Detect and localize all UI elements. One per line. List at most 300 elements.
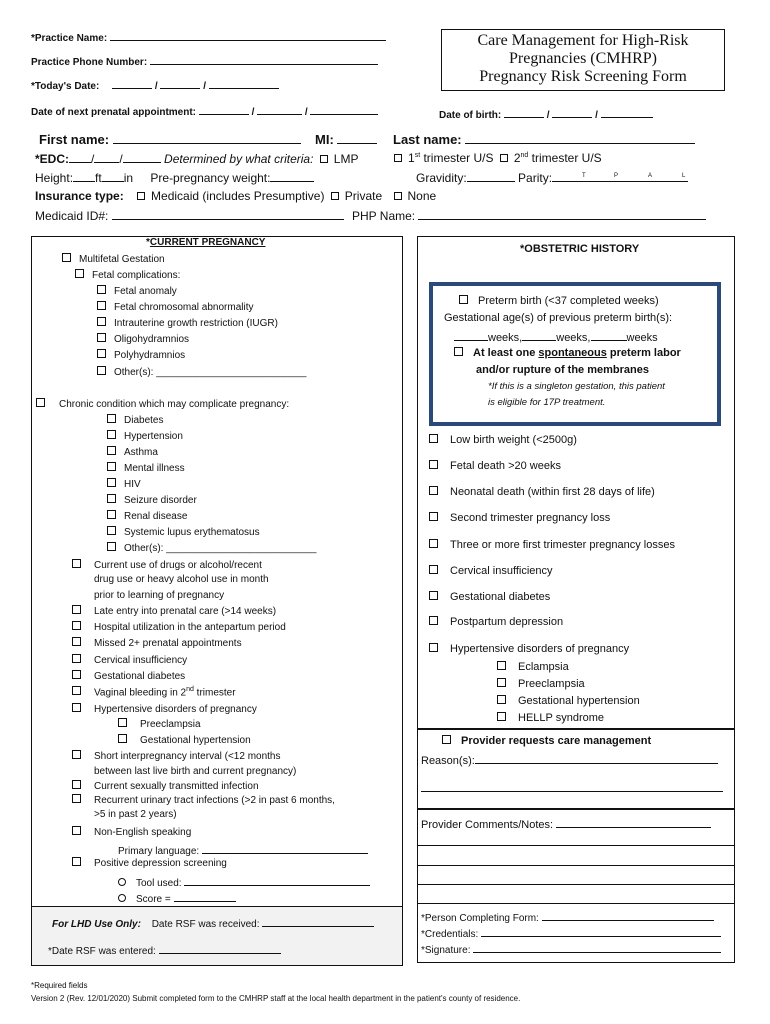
- medicaid-checkbox[interactable]: [137, 192, 145, 200]
- fetal-item-label: Oligohydramnios: [114, 334, 190, 345]
- first-name-field[interactable]: [113, 132, 301, 144]
- checkbox[interactable]: [97, 317, 106, 326]
- checkbox[interactable]: [97, 349, 106, 358]
- checkbox[interactable]: [72, 826, 81, 835]
- ob-htn-sub-label: Preeclampsia: [518, 678, 585, 690]
- fetal-comp-item[interactable]: [75, 269, 180, 281]
- checkbox[interactable]: [72, 637, 81, 646]
- ob-item[interactable]: [429, 539, 675, 551]
- checkbox[interactable]: [107, 478, 116, 487]
- us1-label: trimester U/S: [420, 151, 494, 165]
- ob-htn-sub[interactable]: [497, 695, 640, 707]
- person-row: [421, 909, 714, 924]
- checkbox[interactable]: [72, 686, 81, 695]
- us2-num: 2: [513, 151, 521, 165]
- checkbox[interactable]: [75, 269, 84, 278]
- none-checkbox[interactable]: [394, 192, 402, 200]
- rsf-entered-field[interactable]: [159, 942, 281, 954]
- htn-sub-item[interactable]: [118, 734, 251, 746]
- gest-weeks-field-3[interactable]: [591, 329, 627, 341]
- checkbox[interactable]: [107, 542, 116, 551]
- uti-line2: >5 in past 2 years): [94, 809, 177, 820]
- fetal-item-label: Fetal chromosomal abnormality: [114, 302, 254, 313]
- chronic-sub-item[interactable]: [107, 478, 141, 490]
- ob-item-label: Gestational diabetes: [450, 591, 551, 603]
- fetal-item[interactable]: [97, 317, 278, 329]
- date-separator: /: [251, 107, 255, 118]
- checkbox[interactable]: [107, 446, 116, 455]
- drugs-line2: drug use or heavy alcohol use in month: [94, 574, 269, 585]
- us2-checkbox[interactable]: [500, 154, 508, 162]
- bleeding-label: Vaginal bleeding in 2: [94, 687, 187, 699]
- ob-htn-sub-label: HELLP syndrome: [518, 712, 605, 724]
- us1-sup: st: [414, 152, 421, 159]
- uti-item[interactable]: [72, 794, 335, 806]
- mi-field[interactable]: [337, 132, 377, 144]
- gdm-label: Gestational diabetes: [94, 671, 186, 682]
- fetal-item-label: Polyhydramnios: [114, 350, 186, 361]
- checkbox[interactable]: [442, 735, 451, 744]
- chronic-sub-label: Asthma: [124, 447, 158, 458]
- checkbox[interactable]: [72, 621, 81, 630]
- us-criteria-row: [394, 151, 602, 165]
- date-separator: /: [91, 152, 95, 166]
- gravidity-field[interactable]: [467, 170, 515, 182]
- comments-line[interactable]: [417, 884, 734, 885]
- ob-item-label: Fetal death >20 weeks: [450, 460, 561, 472]
- rsf-entered-label: *Date RSF was entered:: [48, 946, 156, 957]
- comments-line[interactable]: [417, 903, 734, 904]
- practice-phone-row: [31, 53, 378, 68]
- checkbox[interactable]: [107, 494, 116, 503]
- radio-bullet: [118, 894, 126, 902]
- practice-name-row: [31, 29, 386, 44]
- ob-htn-sub[interactable]: [497, 661, 569, 673]
- date-separator: /: [304, 107, 308, 118]
- depression-item[interactable]: [72, 857, 227, 869]
- checkbox[interactable]: [72, 780, 81, 789]
- chronic-item[interactable]: [36, 398, 289, 410]
- checkbox[interactable]: [497, 678, 506, 687]
- todays-date-row: [31, 77, 279, 92]
- htn-sub-label: Gestational hypertension: [140, 735, 251, 746]
- date-separator: /: [154, 81, 158, 92]
- next-appt-month-field[interactable]: [199, 103, 249, 115]
- bleeding-sup: nd: [186, 686, 194, 693]
- non-english-label: Non-English speaking: [94, 827, 192, 838]
- reasons-line-2[interactable]: [421, 791, 723, 792]
- short-label-1: Short interpregnancy interval (<12 months: [94, 751, 281, 762]
- medicaid-id-row: [35, 208, 344, 223]
- chronic-sub-label: Mental illness: [124, 463, 185, 474]
- uti-label-1: Recurrent urinary tract infections (>2 in past 6 months,: [94, 795, 335, 806]
- ob-item-label: Neonatal death (within first 28 days of life): [450, 486, 655, 498]
- heading-star: *: [146, 237, 150, 248]
- checkbox[interactable]: [107, 510, 116, 519]
- next-appt-row: [31, 103, 378, 118]
- edc-month-field[interactable]: [69, 151, 91, 163]
- fetal-item-label: Other(s): ___________________________: [114, 367, 307, 378]
- required-note: *Required fields: [31, 981, 88, 990]
- next-appt-label: Date of next prenatal appointment:: [31, 107, 197, 118]
- ob-item[interactable]: [429, 591, 550, 603]
- reasons-row: [421, 752, 718, 767]
- note-line1: *If this is a singleton gestation, this patient: [488, 381, 665, 392]
- credentials-label: *Credentials:: [421, 929, 479, 940]
- ob-item[interactable]: [429, 434, 577, 446]
- sti-item[interactable]: [72, 780, 259, 792]
- parity-field[interactable]: [552, 170, 688, 182]
- gest-weeks-field-2[interactable]: [522, 329, 556, 341]
- gest-weeks-field-1[interactable]: [454, 329, 488, 341]
- form-title-line1: Care Management for High-Risk: [477, 32, 689, 49]
- us1-num: 1: [408, 151, 415, 165]
- mi-label: MI:: [315, 132, 334, 147]
- grav-parity-row: [416, 170, 688, 185]
- dob-year-field[interactable]: [601, 106, 653, 118]
- form-title-box: [441, 29, 725, 91]
- chronic-sub-item[interactable]: [107, 542, 316, 554]
- checkbox[interactable]: [429, 539, 438, 548]
- height-label: Height:: [35, 171, 74, 185]
- practice-name-label: *Practice Name:: [31, 33, 108, 44]
- cervical-item[interactable]: [72, 654, 187, 666]
- chronic-sub-label: Diabetes: [124, 415, 164, 426]
- primary-language-label: Primary language:: [118, 846, 200, 857]
- ob-item-label: Cervical insufficiency: [450, 565, 553, 577]
- checkbox[interactable]: [497, 695, 506, 704]
- short-interval-item[interactable]: [72, 750, 281, 762]
- chronic-sub-item[interactable]: [107, 462, 185, 474]
- htn-label: Hypertensive disorders of pregnancy: [94, 704, 257, 715]
- checkbox[interactable]: [118, 734, 127, 743]
- todays-date-month-field[interactable]: [112, 77, 152, 89]
- checkbox[interactable]: [36, 398, 45, 407]
- chronic-sub-label: HIV: [124, 479, 141, 490]
- fetal-item[interactable]: [97, 349, 185, 361]
- fetal-item-label: Intrauterine growth restriction (IUGR): [114, 318, 278, 329]
- dob-row: [439, 106, 653, 121]
- insurance-row: [35, 189, 436, 203]
- rsf-received-label: Date RSF was received:: [151, 919, 260, 930]
- radio-bullet: [118, 878, 126, 886]
- bleeding-item[interactable]: [72, 686, 236, 698]
- checkbox[interactable]: [72, 857, 81, 866]
- edc-day-field[interactable]: [94, 151, 119, 163]
- primary-language-row: [118, 842, 368, 857]
- score-field[interactable]: [174, 890, 236, 902]
- signature-row: [421, 941, 721, 956]
- checkbox[interactable]: [107, 414, 116, 423]
- chronic-sub-item[interactable]: [107, 510, 187, 522]
- provider-requests-label: Provider requests care management: [461, 735, 652, 747]
- spont-underlined: spontaneous: [538, 347, 607, 359]
- ob-item-label: Postpartum depression: [450, 616, 564, 628]
- checkbox[interactable]: [72, 750, 81, 759]
- late-entry-item[interactable]: [72, 605, 276, 617]
- dob-day-field[interactable]: [552, 106, 592, 118]
- checkbox[interactable]: [72, 670, 81, 679]
- date-separator: /: [203, 81, 207, 92]
- checkbox[interactable]: [62, 253, 71, 262]
- drugs-item[interactable]: [72, 558, 262, 574]
- todays-date-day-field[interactable]: [160, 77, 200, 89]
- none-label: None: [407, 189, 437, 203]
- short-line2: between last live birth and current pregnancy): [94, 766, 297, 777]
- depression-label: Positive depression screening: [94, 858, 227, 869]
- first-name-label: First name:: [39, 132, 110, 147]
- hospital-label: Hospital utilization in the antepartum period: [94, 622, 286, 633]
- signature-field[interactable]: [473, 941, 721, 953]
- parity-label: Parity:: [518, 171, 553, 185]
- lhd-entered-row: [48, 942, 281, 957]
- ob-htn-sub-label: Gestational hypertension: [518, 695, 640, 707]
- last-name-field[interactable]: [465, 132, 695, 144]
- edc-year-field[interactable]: [123, 151, 161, 163]
- checkbox[interactable]: [72, 794, 81, 803]
- checkbox[interactable]: [107, 430, 116, 439]
- tool-used-label: Tool used:: [136, 878, 182, 889]
- checkbox[interactable]: [97, 301, 106, 310]
- fetal-item[interactable]: [97, 366, 306, 378]
- practice-phone-label: Practice Phone Number:: [31, 57, 148, 68]
- rsf-received-field[interactable]: [262, 915, 374, 927]
- height-ft-field[interactable]: [73, 170, 95, 182]
- practice-name-field[interactable]: [110, 29, 386, 41]
- weeks-label: weeks: [626, 332, 658, 344]
- chronic-sub-item[interactable]: [107, 430, 183, 442]
- heading-text: CURRENT PREGNANCY: [149, 237, 266, 248]
- chronic-sub-item[interactable]: [107, 494, 197, 506]
- htn-sub-label: Preeclampsia: [140, 719, 201, 730]
- rupture-label: and/or rupture of the membranes: [476, 364, 649, 376]
- ft-label: ft: [95, 171, 102, 185]
- checkbox[interactable]: [429, 486, 438, 495]
- credentials-row: [421, 925, 721, 940]
- checkbox[interactable]: [429, 591, 438, 600]
- htn-sub-item[interactable]: [118, 718, 201, 730]
- hospital-item[interactable]: [72, 621, 286, 633]
- private-checkbox[interactable]: [331, 192, 339, 200]
- chronic-sub-item[interactable]: [107, 446, 158, 458]
- ob-htn-sub[interactable]: [497, 712, 604, 724]
- chronic-sub-label: Seizure disorder: [124, 495, 197, 506]
- parity-a-label: A: [648, 173, 653, 179]
- medicaid-label: Medicaid (includes Presumptive): [151, 189, 325, 203]
- version-note: Version 2 (Rev. 12/01/2020) Submit completed form to the CMHRP staff at the local health department in the patient's county of residence.: [31, 994, 521, 1003]
- lmp-checkbox[interactable]: [320, 155, 328, 163]
- checkbox[interactable]: [97, 333, 106, 342]
- spontaneous-item[interactable]: [454, 347, 681, 359]
- preterm-item[interactable]: [459, 295, 659, 307]
- spont-post: preterm labor: [606, 347, 681, 359]
- checkbox[interactable]: [459, 295, 468, 304]
- mi-row: [315, 132, 377, 147]
- reasons-label: Reason(s):: [421, 755, 475, 767]
- date-separator: /: [595, 110, 598, 121]
- checkbox[interactable]: [429, 565, 438, 574]
- height-in-field[interactable]: [102, 170, 124, 182]
- checkbox[interactable]: [429, 512, 438, 521]
- gest-ages-label: Gestational age(s) of previous preterm birth(s):: [444, 312, 673, 324]
- ob-item[interactable]: [429, 486, 655, 498]
- non-english-item[interactable]: [72, 826, 191, 838]
- ob-htn-sub-label: Eclampsia: [518, 661, 569, 673]
- chronic-sub-label: Renal disease: [124, 511, 188, 522]
- score-row: [118, 890, 236, 905]
- private-label: Private: [344, 189, 383, 203]
- date-separator: /: [119, 152, 123, 166]
- ob-item-label: Low birth weight (<2500g): [450, 434, 577, 446]
- lmp-label: LMP: [333, 152, 359, 166]
- fetal-comp-label: Fetal complications:: [92, 270, 181, 281]
- parity-p-label: P: [614, 173, 619, 179]
- prepreg-weight-field[interactable]: [270, 170, 314, 182]
- in-label: in: [123, 171, 134, 185]
- chronic-sub-item[interactable]: [107, 414, 163, 426]
- fetal-item[interactable]: [97, 301, 254, 313]
- height-weight-row: [35, 170, 314, 185]
- form-title-line3: Pregnancy Risk Screening Form: [479, 68, 687, 85]
- note-line2: is eligible for 17P treatment.: [488, 397, 606, 408]
- person-field[interactable]: [542, 909, 714, 921]
- parity-l-label: L: [682, 173, 686, 179]
- bleeding-rest: trimester: [193, 687, 236, 699]
- spont-pre: At least one: [473, 347, 539, 359]
- chronic-sub-item[interactable]: [107, 526, 260, 538]
- fetal-item[interactable]: [97, 333, 189, 345]
- ob-item-label: Three or more first trimester pregnancy losses: [450, 539, 675, 551]
- checkbox[interactable]: [497, 712, 506, 721]
- us2-label: trimester U/S: [528, 151, 602, 165]
- medicaid-id-label: Medicaid ID#:: [35, 209, 109, 223]
- ob-item[interactable]: [429, 643, 629, 655]
- next-appt-day-field[interactable]: [257, 103, 302, 115]
- gest-weeks-row: [454, 329, 658, 344]
- drugs-line3: prior to learning of pregnancy: [94, 590, 225, 601]
- first-name-row: [39, 132, 301, 147]
- criteria-label: Determined by what criteria:: [164, 152, 314, 166]
- comments-line[interactable]: [417, 865, 734, 866]
- multifetal-label: Multifetal Gestation: [79, 254, 165, 265]
- ob-item-label: Hypertensive disorders of pregnancy: [450, 643, 630, 655]
- credentials-field[interactable]: [481, 925, 721, 937]
- edc-row: [35, 151, 358, 166]
- multifetal-item[interactable]: [62, 253, 165, 265]
- weeks-label: weeks,: [556, 332, 591, 344]
- ob-item[interactable]: [429, 565, 553, 577]
- drugs-label-1: Current use of drugs or alcohol/recent: [94, 560, 262, 571]
- comments-field[interactable]: [556, 816, 711, 828]
- dob-month-field[interactable]: [504, 106, 544, 118]
- insurance-label: Insurance type:: [35, 189, 124, 203]
- checkbox[interactable]: [72, 605, 81, 614]
- checkbox[interactable]: [454, 347, 463, 356]
- htn-item[interactable]: [72, 703, 257, 715]
- lhd-label: For LHD Use Only:: [52, 919, 141, 930]
- ob-item[interactable]: [429, 460, 561, 472]
- us1-checkbox[interactable]: [394, 154, 402, 162]
- next-appt-year-field[interactable]: [310, 103, 378, 115]
- todays-date-label: *Today's Date:: [31, 81, 100, 92]
- checkbox[interactable]: [429, 460, 438, 469]
- lhd-received-row: [52, 915, 374, 930]
- php-name-row: [352, 208, 706, 223]
- reasons-field[interactable]: [475, 752, 718, 764]
- edc-label: *EDC:: [35, 152, 70, 166]
- checkbox[interactable]: [72, 654, 81, 663]
- chronic-sub-label: Systemic lupus erythematosus: [124, 527, 260, 538]
- php-name-field[interactable]: [418, 208, 706, 220]
- ob-item[interactable]: [429, 512, 610, 524]
- current-pregnancy-heading: [146, 237, 265, 248]
- signature-label: *Signature:: [421, 945, 471, 956]
- us2-sup: nd: [520, 152, 529, 159]
- person-label: *Person Completing Form:: [421, 913, 539, 924]
- checkbox[interactable]: [107, 462, 116, 471]
- php-name-label: PHP Name:: [352, 209, 416, 223]
- comments-line[interactable]: [417, 845, 734, 846]
- ob-item[interactable]: [429, 616, 563, 628]
- preterm-label: Preterm birth (<37 completed weeks): [478, 295, 659, 307]
- tool-used-row: [118, 874, 370, 889]
- form-title-line2: Pregnancies (CMHRP): [509, 50, 657, 67]
- todays-date-year-field[interactable]: [209, 77, 279, 89]
- checkbox[interactable]: [107, 526, 116, 535]
- ob-htn-sub[interactable]: [497, 678, 585, 690]
- ob-item-label: Second trimester pregnancy loss: [450, 512, 611, 524]
- provider-requests-item[interactable]: [442, 735, 651, 747]
- checkbox[interactable]: [97, 285, 106, 294]
- practice-phone-field[interactable]: [150, 53, 378, 65]
- tool-used-field[interactable]: [184, 874, 370, 886]
- checkbox[interactable]: [118, 718, 127, 727]
- score-label: Score =: [136, 894, 171, 905]
- weeks-label: weeks,: [488, 332, 523, 344]
- dob-label: Date of birth:: [439, 110, 502, 121]
- medicaid-id-field[interactable]: [112, 208, 344, 220]
- late-entry-label: Late entry into prenatal care (>14 weeks): [94, 606, 277, 617]
- fetal-item-label: Fetal anomaly: [114, 286, 177, 297]
- comments-row: [421, 816, 711, 831]
- checkbox[interactable]: [429, 616, 438, 625]
- comments-label: Provider Comments/Notes:: [421, 819, 554, 831]
- gdm-item[interactable]: [72, 670, 185, 682]
- sti-label: Current sexually transmitted infection: [94, 781, 259, 792]
- date-separator: /: [546, 110, 550, 121]
- checkbox[interactable]: [429, 434, 438, 443]
- last-name-label: Last name:: [393, 132, 462, 147]
- chronic-label: Chronic condition which may complicate pregnancy:: [59, 399, 290, 410]
- parity-t-label: T: [582, 173, 586, 179]
- missed-label: Missed 2+ prenatal appointments: [94, 638, 242, 649]
- primary-language-field[interactable]: [202, 842, 368, 854]
- chronic-sub-label: Hypertension: [124, 431, 183, 442]
- missed-item[interactable]: [72, 637, 242, 649]
- obstetric-heading: *OBSTETRIC HISTORY: [520, 243, 640, 255]
- checkbox[interactable]: [429, 643, 438, 652]
- chronic-sub-label: Other(s): ___________________________: [124, 543, 317, 554]
- checkbox[interactable]: [72, 703, 81, 712]
- cervical-label: Cervical insufficiency: [94, 655, 188, 666]
- checkbox[interactable]: [97, 366, 106, 375]
- fetal-item[interactable]: [97, 285, 177, 297]
- last-name-row: [393, 132, 695, 147]
- checkbox[interactable]: [72, 559, 81, 568]
- gravidity-label: Gravidity:: [416, 171, 467, 185]
- prepreg-weight-label: Pre-pregnancy weight:: [150, 171, 271, 185]
- checkbox[interactable]: [497, 661, 506, 670]
